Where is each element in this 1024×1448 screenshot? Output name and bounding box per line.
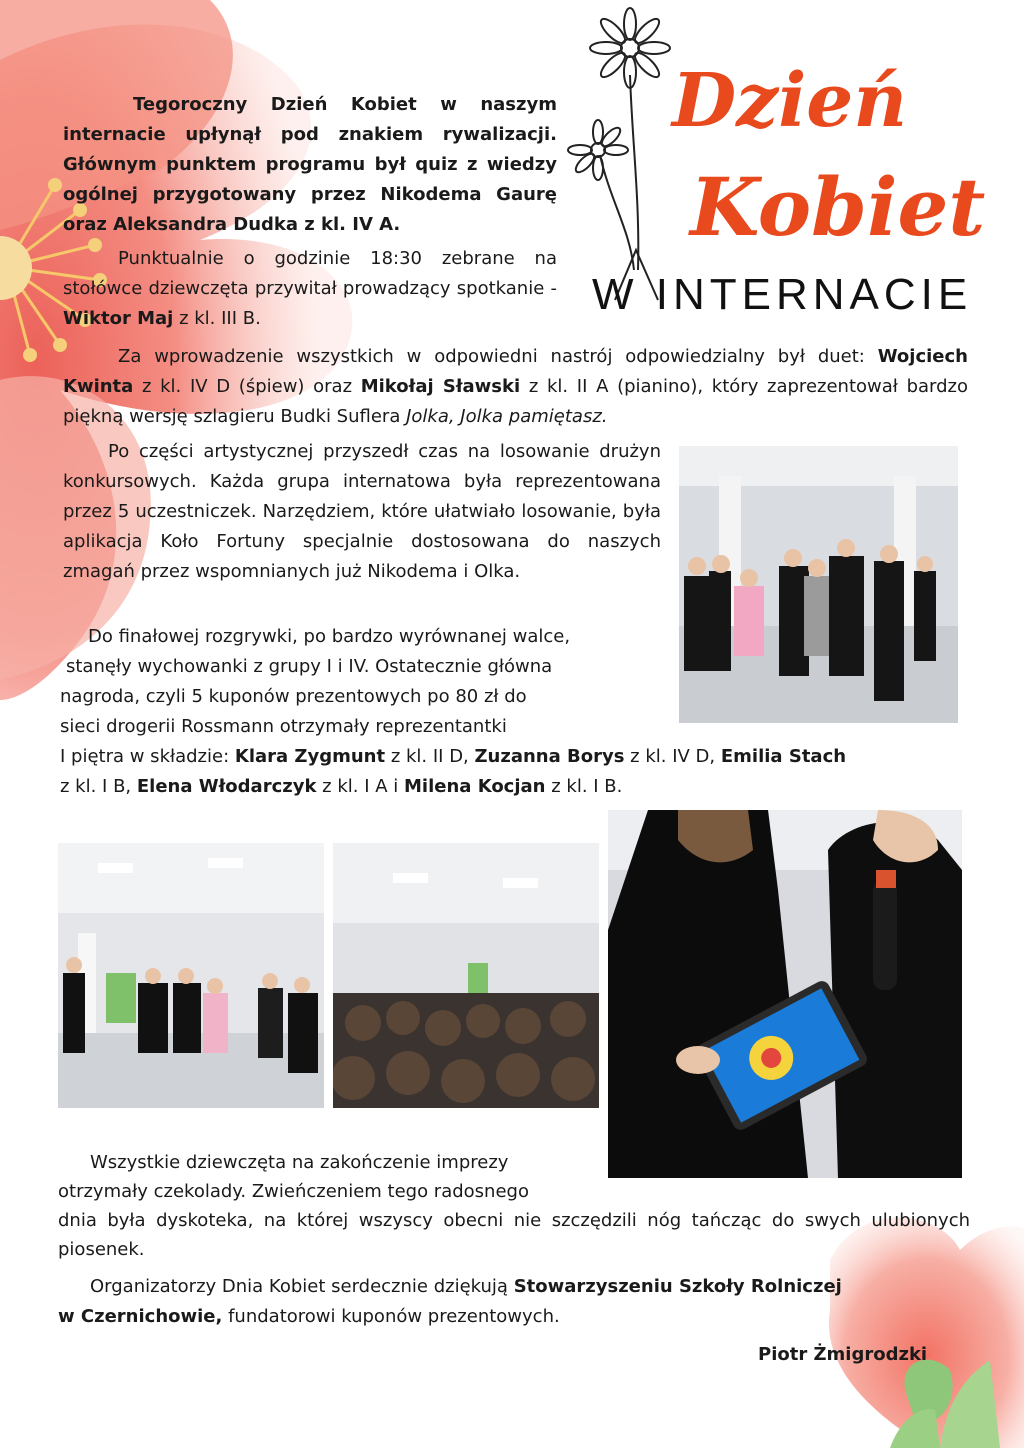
- host-name: Wiktor Maj: [63, 308, 174, 329]
- title-line-2: Kobiet: [690, 160, 986, 254]
- photo-tablet-hosts: [608, 810, 962, 1178]
- closing-line-1: Wszystkie dziewczęta na zakończenie imprezy: [90, 1152, 509, 1173]
- closing-paragraph: [58, 1148, 970, 1264]
- music-paragraph: [63, 342, 968, 432]
- thanks-line-2: w Czernichowie, fundatorowi kuponów prezentowych.: [58, 1306, 560, 1327]
- winner-5: Milena Kocjan: [404, 776, 546, 797]
- pianist-name: Mikołaj Sławski: [360, 376, 521, 397]
- title-line-1: Dzień: [672, 58, 908, 144]
- thanks-line-1: Organizatorzy Dnia Kobiet serdecznie dziękują Stowarzyszeniu Szkoły Rolniczej: [90, 1276, 842, 1297]
- sponsor-name: Stowarzyszeniu Szkoły Rolniczej: [513, 1276, 842, 1297]
- music-text-e: z kl. II A (pianino), który zaprezentował bardzo piękną wersję szlagieru Budki Suflera: [63, 376, 968, 427]
- draw-text: Po części artystycznej przyszedł czas na losowanie drużyn konkursowych. Każda grupa internatowa była reprezentowana przez 5 uczestniczek. Narzędziem, które ułatwiało losowanie, była aplikacja Koło Fortuny specjalnie dostosowana do naszych zmagań przez wspomnianych już Nikodema i Olka.: [63, 441, 661, 582]
- final-line-3: nagroda, czyli 5 kuponów prezentowych po 80 zł do: [60, 686, 527, 707]
- winner-3: Emilia Stach: [720, 746, 847, 767]
- music-text-a: Za wprowadzenie wszystkich w odpowiedni nastrój odpowiedzialny był duet:: [118, 346, 878, 367]
- closing-line-2: otrzymały czekolady. Zwieńczeniem tego radosnego: [58, 1181, 529, 1202]
- greeting-paragraph: [63, 244, 557, 334]
- photo-group-draw: [679, 446, 958, 723]
- winner-2: Zuzanna Borys: [474, 746, 625, 767]
- title-line-3: W INTERNACIE: [592, 270, 973, 319]
- final-line-5: I piętra w składzie: Klara Zygmunt z kl. II D, Zuzanna Borys z kl. IV D, Emilia Stach: [60, 746, 847, 767]
- final-line-1: Do finałowej rozgrywki, po bardzo wyrównanej walce,: [88, 626, 571, 647]
- winner-1: Klara Zygmunt: [234, 746, 386, 767]
- greeting-text: Punktualnie o godzinie 18:30 zebrane na stołówce dziewczęta przywitał prowadzący spotkanie -: [63, 248, 557, 299]
- draw-paragraph: [63, 437, 661, 587]
- photo-audience: [333, 843, 599, 1108]
- final-line-2: stanęły wychowanki z grupy I i IV. Ostatecznie główna: [66, 656, 553, 677]
- author-signature: Piotr Żmigrodzki: [758, 1344, 928, 1365]
- singer-name: Wojciech Kwinta: [63, 346, 968, 397]
- final-line-6: z kl. I B, Elena Włodarczyk z kl. I A i Milena Kocjan z kl. I B.: [60, 776, 623, 797]
- intro-paragraph: [63, 90, 557, 240]
- intro-text: Tegoroczny Dzień Kobiet w naszym internacie upłynął pod znakiem rywalizacji. Głównym punktem programu był quiz z wiedzy ogólnej przygotowany przez Nikodema Gaurę oraz Aleksandra Dudka z kl. IV A.: [63, 94, 557, 235]
- host-class: z kl. III B.: [173, 308, 261, 329]
- thanks-paragraph: [58, 1272, 958, 1332]
- winner-4: Elena Włodarczyk: [136, 776, 317, 797]
- final-line-4: sieci drogerii Rossmann otrzymały reprezentantki: [60, 716, 507, 737]
- sponsor-location: w Czernichowie,: [58, 1306, 223, 1327]
- closing-line-3: dnia była dyskoteka, na której wszyscy obecni nie szczędzili nóg tańcząc do swych ulubionych piosenek.: [58, 1210, 970, 1260]
- music-text-c: z kl. IV D (śpiew) oraz: [133, 376, 361, 397]
- photo-group-standing: [58, 843, 324, 1108]
- song-title: Jolka, Jolka pamiętasz.: [406, 406, 608, 427]
